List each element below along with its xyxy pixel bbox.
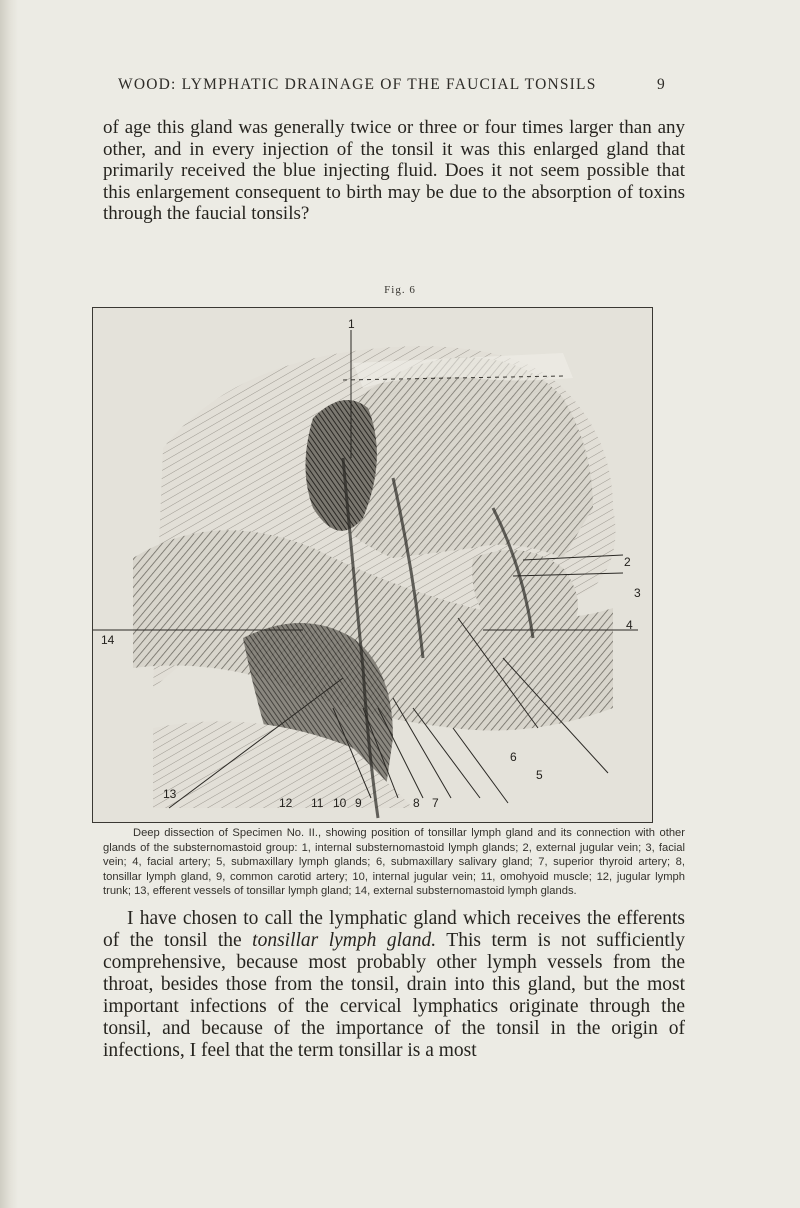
paragraph-2-start: I have chosen to call the lymphatic gland which receives the efferents of the tonsil the — [103, 908, 685, 951]
fig-number-14: 14 — [101, 633, 115, 647]
paragraph-2 — [103, 908, 685, 1062]
figure-label: Fig. 6 — [384, 284, 416, 296]
paragraph-2-end: This term is not sufficiently comprehensive, because most probably other lymph vessels from the throat, besides those from the tonsil, drain into this gland, but the most important infections of the cervical lymphatics originate through the tonsil, and because of the importance of the tonsil in the origin of infections, I feel that the term tonsillar is a most — [103, 930, 686, 1061]
running-head — [118, 76, 666, 94]
fig-number-10: 10 — [333, 796, 347, 810]
fig-number-12: 12 — [279, 796, 293, 810]
fig-number-6: 6 — [510, 750, 517, 764]
italic-term: tonsillar lymph gland. — [252, 930, 437, 951]
fig-number-5: 5 — [536, 768, 543, 782]
fig-number-3: 3 — [634, 586, 641, 600]
figure-illustration — [92, 307, 653, 823]
page-number: 9 — [657, 76, 666, 93]
fig-number-13: 13 — [163, 787, 177, 801]
fig-number-1: 1 — [348, 317, 355, 331]
fig-number-9: 9 — [355, 796, 362, 810]
paragraph-1: of age this gland was generally twice or three or four times larger than any other, and in every injection of the tonsil it was this enlarged gland that primarily received the blue injecting fluid. Does it not seem possible that this enlargement consequent to birth may be due to the absorption of toxins through the faucial tonsils? — [103, 117, 685, 224]
figure-caption: Deep dissection of Specimen No. II., showing position of tonsillar lymph gland and its connection with other glands of the substernomastoid group: 1, internal substernomastoid lymph glands; 2, external jugular vein; 3, facial vein; 4, facial artery; 5, submaxillary lymph glands; 6, submaxillary salivary gland; 7, superior thyroid artery; 8, tonsillar lymph gland, 9, common carotid artery; 10, internal jugular vein; 11, omohyoid muscle; 12, jugular lymph trunk; 13, efferent vessels of tonsillar lymph gland; 14, external substernomastoid lymph glands. — [103, 827, 685, 898]
fig-number-2: 2 — [624, 555, 631, 569]
fig-number-4: 4 — [626, 618, 633, 632]
fig-number-8: 8 — [413, 796, 420, 810]
anatomical-dissection-drawing — [93, 308, 653, 823]
page-edge-shadow — [0, 0, 18, 1208]
running-title: WOOD: LYMPHATIC DRAINAGE OF THE FAUCIAL TONSILS — [118, 76, 597, 93]
fig-number-11: 11 — [311, 796, 324, 810]
fig-number-7: 7 — [432, 796, 439, 810]
